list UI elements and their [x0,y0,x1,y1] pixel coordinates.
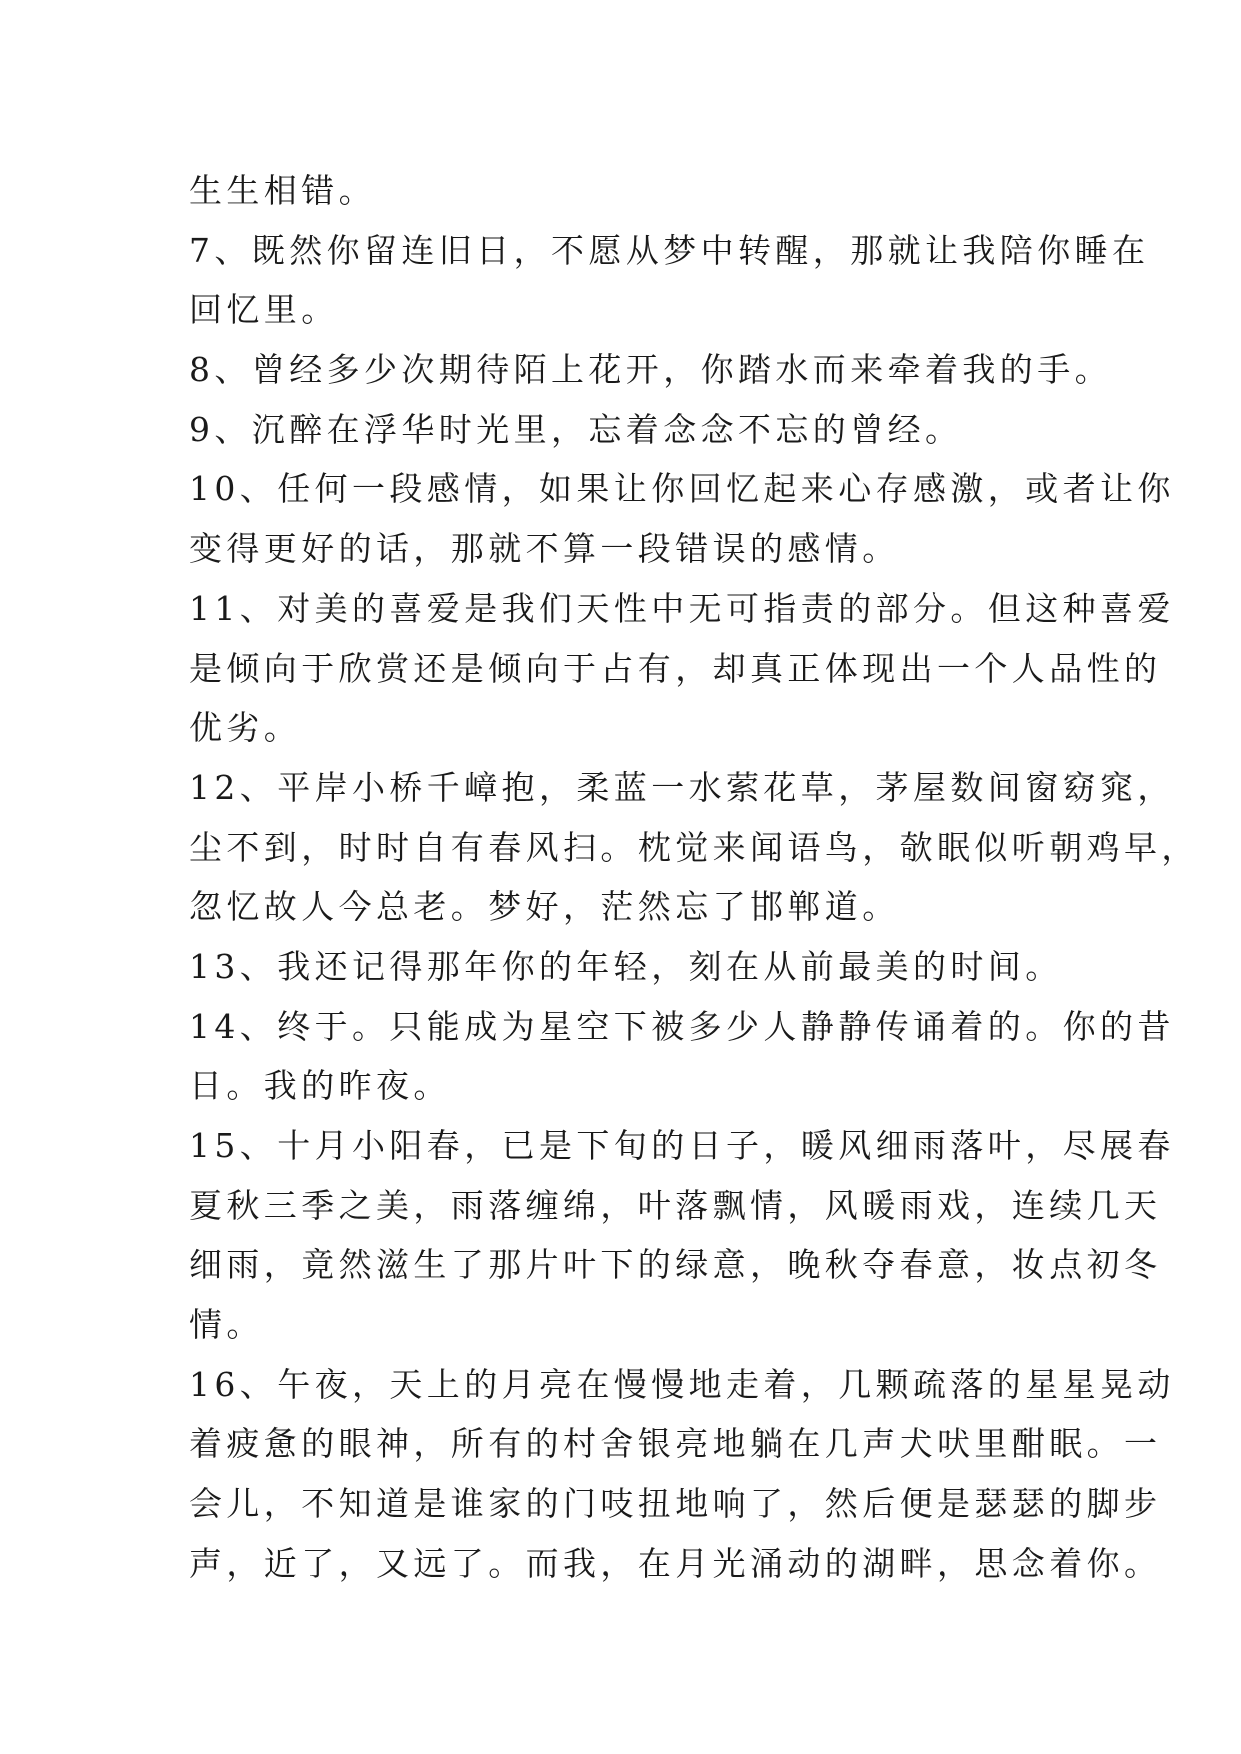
text-line: 10、任何一段感情，如果让你回忆起来心存感激，或者让你 [189,469,1175,509]
text-line: 16、午夜，天上的月亮在慢慢地走着，几颗疏落的星星晃动 [189,1364,1175,1404]
text-line: 情。 [189,1305,264,1345]
text-line: 14、终于。只能成为星空下被多少人静静传诵着的。你的昔 [189,1006,1175,1046]
text-line: 着疲惫的眼神，所有的村舍银亮地躺在几声犬吠里酣眠。一 [189,1424,1162,1464]
text-line: 8、曾经多少次期待陌上花开，你踏水而来牵着我的手。 [189,350,1112,390]
text-line: 夏秋三季之美，雨落缠绵，叶落飘情，风暖雨戏，连续几天 [189,1185,1162,1225]
text-line: 优劣。 [189,708,302,748]
text-line: 忽忆故人今总老。梦好，茫然忘了邯郸道。 [189,887,900,927]
text-line: 13、我还记得那年你的年轻，刻在从前最美的时间。 [189,946,1063,986]
body-text [189,161,1199,1594]
text-line: 尘不到，时时自有春风扫。枕觉来闻语鸟，欹眠似听朝鸡早， [189,827,1199,867]
text-line: 是倾向于欣赏还是倾向于占有，却真正体现出一个人品性的 [189,648,1162,688]
text-line: 15、十月小阳春，已是下旬的日子，暖风细雨落叶，尽展春 [189,1126,1175,1165]
text-line: 会儿，不知道是谁家的门吱扭地响了，然后便是瑟瑟的脚步 [189,1484,1162,1524]
text-line: 9、沉醉在浮华时光里，忘着念念不忘的曾经。 [189,409,963,449]
text-line: 细雨，竟然滋生了那片叶下的绿意，晚秋夺春意，妆点初冬 [189,1245,1162,1285]
text-line: 回忆里。 [189,290,339,330]
text-line: 声，近了，又远了。而我，在月光涌动的湖畔，思念着你。 [189,1543,1162,1583]
text-line: 变得更好的话，那就不算一段错误的感情。 [189,529,900,569]
text-line: 生生相错。 [189,171,376,210]
text-line: 日。我的昨夜。 [189,1066,451,1106]
text-line: 12、平岸小桥千嶂抱，柔蓝一水萦花草，茅屋数间窗窈窕， [189,767,1175,807]
text-line: 7、既然你留连旧日，不愿从梦中转醒，那就让我陪你睡在 [189,230,1150,270]
text-line: 11、对美的喜爱是我们天性中无可指责的部分。但这种喜爱 [189,588,1175,628]
